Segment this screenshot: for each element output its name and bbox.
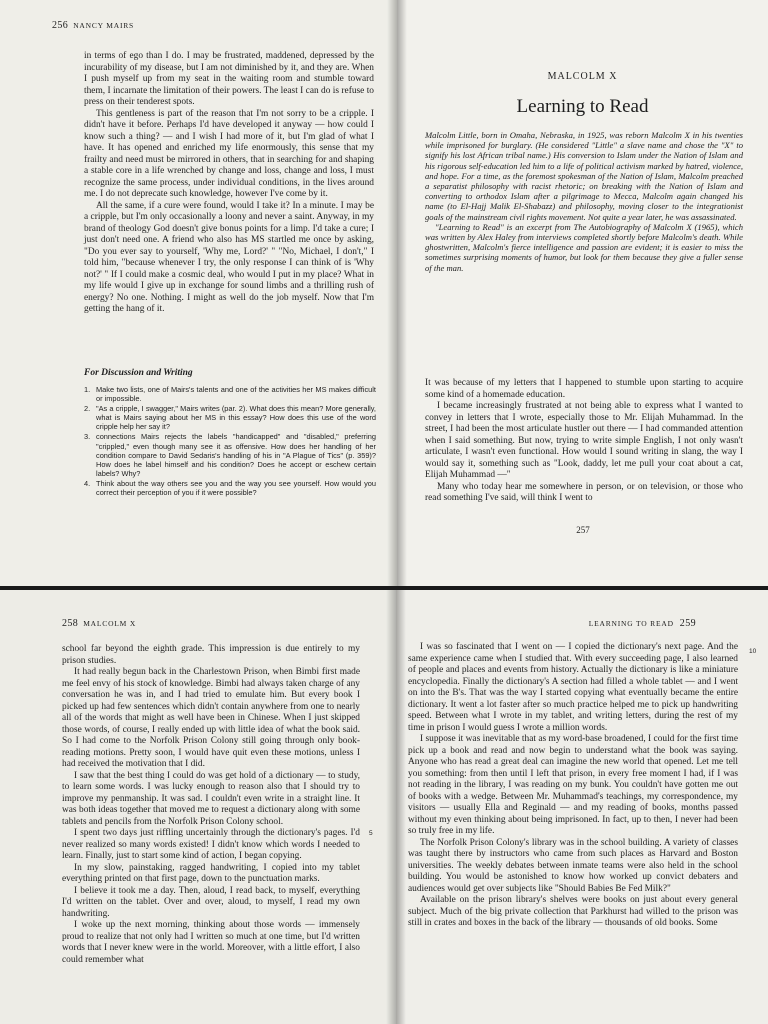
running-head-title: LEARNING TO READ [588,619,674,628]
question-item [84,404,376,431]
page-258 [0,590,396,1024]
essay-body [408,642,738,1024]
page-259 [396,590,768,1024]
paragraph: Many who today hear me somewhere in person, or on television, or those who read something I've said, will think I went to [425,481,743,503]
question-text: "As a cripple, I swagger," Mairs writes (par. 2). What does this mean? More generally, what is Mairs saying about her MS in this essay? How does this use of the word cripple help her say it? [96,404,376,432]
paragraph-margin-number: 10 [749,648,757,655]
headnote-paragraph: Malcolm Little, born in Omaha, Nebraska, in 1925, was reborn Malcolm X in his twenties while imprisoned for burglary. (He considered "Little" a slave name and chose the "X" to signify his lost African tribal name.) His conversion to Islam under the Nation of Islam and his rigorous self-education led him to a life of political activism marked by hatred, violence, and hope. For a time, as the foremost spokesman of the Nation of Islam, Malcolm preached a separatist philosophy with racist rhetoric; on breaking with the Nation of Islam and converting to orthodox Islam after a pilgrimage to Mecca, Malcolm again changed his name (to El-Hajj Malik El-Shabazz) and philosophy, moving closer to the integrationist goals of the mainstream civil rights movement. Not quite a year later, he was assassinated. [425,130,743,222]
question-item [84,385,376,403]
question-item [84,479,376,497]
page-gutter-shadow [386,590,396,1024]
paragraph-margin-number: 5 [369,830,373,837]
question-number: 4. [84,478,91,488]
running-head-author: NANCY MAIRS [73,21,135,30]
page-257 [397,0,768,586]
headnote [425,130,743,273]
question-number: 3. [84,432,91,442]
paragraph: The Norfolk Prison Colony's library was in the school building. A variety of classes was taught there by instructors who came from such places as Harvard and Boston universities. The weekly debates between inmate teams were also held in the school building. You would be astonished to know how worked up convict debaters and audiences would get over subjects like "Should Babies Be Fed Milk?" [408,837,738,894]
paragraph: Available on the prison library's shelves were books on just about every general subject. Much of the big private collection that Parkhurst had willed to the prison was still in crates and boxes in the back of the library — thousands of old books. Some [408,895,738,928]
question-number: 2. [84,404,91,414]
page-number: 259 [679,618,696,629]
essay-body [84,51,374,316]
page-number: 258 [62,618,79,629]
page-256 [0,0,397,586]
running-head [62,618,136,629]
page-number: 256 [52,20,69,31]
paragraph: I became increasingly frustrated at not being able to express what I wanted to convey in letters that I wrote, especially those to Mr. Elijah Muhammad. In the street, I had been the most articulate hustler out there — I had commanded attention when I said something. But now, trying to write simple English, I not only wasn't articulate, I wasn't even functional. How would I sound writing in slang, the way I would say it, something such as "Look, daddy, let me pull your coat about a cat, Elijah Muhammad —" [425,401,743,480]
essay-title: Learning to Read [516,96,649,117]
running-head-author: MALCOLM X [83,619,137,628]
running-head [589,618,696,629]
questions-heading: For Discussion and Writing [84,368,193,378]
paragraph: I was so fascinated that I went on — I copied the dictionary's next page. And the same experience came when I studied that. With every succeeding page, I also learned of people and places and events from history. Actually the dictionary is like a miniature encyclopedia. Finally the dictionary's A section had filled a whole tablet — and I went on into the B's. That was the way I started copying what eventually became the entire dictionary. It went a lot faster after so much practice helped me to pick up handwriting speed. Between what I wrote in my tablet, and writing letters, during the rest of my time in prison I would guess I wrote a million words. [408,642,738,733]
paragraph: I spent two days just riffling uncertainly through the dictionary's pages. I'd never realized so many words existed! I didn't know which words I needed to learn. Finally, just to start some kind of action, I began copying. [62,828,360,861]
paragraph: It had really begun back in the Charlestown Prison, when Bimbi first made me feel envy of his stock of knowledge. Bimbi had always taken charge of any conversation he was in, and I had tried to emulate him. But every book I picked up had few sentences which didn't contain anywhere from one to nearly all of the words that might as well have been in Chinese. When I just skipped those words, of course, I really ended up with little idea of what the book said. So I had come to the Norfolk Prison Colony still going through only book-reading motions. Pretty soon, I would have quit even these motions, unless I had received the motivation that I did. [62,667,360,769]
paragraph: in terms of ego than I do. I may be frustrated, maddened, depressed by the incurability of my disease, but I am not diminished by it, and they are. When I push myself up from my seat in the waiting room and stumble toward them, I incarnate the limitation of their powers. The least I can do is refuse to press on their tenderest spots. [84,51,374,107]
running-head [52,20,134,31]
paragraph: I woke up the next morning, thinking about those words — immensely proud to realize that not only had I written so much at one time, but I'd written words that I never knew were in the world. Moreover, with a little effort, I also could remember what [62,920,360,965]
question-text: connections Mairs rejects the labels "handicapped" and "disabled," preferring "crippled," even though many see it as offensive. How does her handling of her condition compare to David Sedaris's handling of his in "A Plague of Tics" (p. 359)? How does he label himself and his condition? Does he accept or eschew certain labels? Why? [96,432,376,478]
question-text: Make two lists, one of Mairs's talents and one of the activities her MS makes difficult or impossible. [96,385,376,404]
page-number: 257 [576,525,590,535]
essay-author: MALCOLM X [547,71,618,82]
paragraph: I suppose it was inevitable that as my word-base broadened, I could for the first time pick up a book and read and now begin to understand what the book was saying. Anyone who has read a great deal can imagine the new world that opened. Let me tell you something: from then until I left that prison, in every free moment I had, if I was not reading in the library, I was reading on my bunk. You couldn't have gotten me out of books with a wedge. Between Mr. Muhammad's teachings, my correspondence, my visitors — usually Ella and Reginald — and my reading of books, months passed without my even thinking about being imprisoned. In fact, up to then, I never had been so truly free in my life. [408,734,738,836]
question-text: Think about the way others see you and the way you see yourself. How would you correct their perception of you if it were possible? [96,478,376,498]
essay-body [425,378,743,505]
paragraph: I believe it took me a day. Then, aloud, I read back, to myself, everything I'd written on the tablet. Over and over, aloud, to myself, I read my own handwriting. [62,885,360,919]
headnote-paragraph: "Learning to Read" is an excerpt from The Autobiography of Malcolm X (1965), which was written by Alex Haley from interviews completed shortly before Malcolm's death. While ghostwritten, Malcolm's fierce intelligence and passion are evident; it is easier to miss the sometimes surprising moments of humor, but look for them because they give a fuller sense of the man. [425,221,743,273]
page-gutter-shadow [397,0,407,586]
paragraph: school far beyond the eighth grade. This impression is due entirely to my prison studies. [62,644,360,666]
questions-list [84,385,376,498]
question-item [84,432,376,477]
page-gutter-shadow [396,590,406,1024]
essay-body [62,644,360,1024]
paragraph: In my slow, painstaking, ragged handwriting, I copied into my tablet everything printed on that first page, down to the punctuation marks. [62,862,360,884]
paragraph: I saw that the best thing I could do was get hold of a dictionary — to study, to learn some words. I was lucky enough to reason also that I should try to improve my penmanship. It was sad. I couldn't even write in a straight line. It was both ideas together that moved me to request a dictionary along with some tablets and pencils from the Norfolk Prison Colony school. [62,770,360,827]
paragraph: This gentleness is part of the reason that I'm not sorry to be a cripple. I didn't have it before. Perhaps I'd have developed it anyway — how could I know such a thing? — and I wish I had more of it, but I'm glad of what I have. It has opened and enriched my life enormously, this sense that my frailty and need must be mirrored in others, that in searching for and shaping a stable core in a life wrenched by change and loss, change and loss, I must recognize the same process, under individual conditions, in the lives around me. I do not deprecate such knowledge, however I've come by it. [84,108,374,199]
page-gutter-shadow [387,0,397,586]
paragraph: It was because of my letters that I happened to stumble upon starting to acquire some kind of a homemade education. [425,378,743,400]
question-number: 1. [84,385,91,394]
paragraph: All the same, if a cure were found, would I take it? In a minute. I may be a cripple, but I'm only occasionally a loony and never a saint. Anyway, in my brand of theology God doesn't give bonus points for a limp. I'd take a cure; I just don't need one. A friend who also has MS startled me once by asking, "Do you ever say to yourself, 'Why me, Lord?' " "No, Michael, I don't," I told him, "because whenever I try, the only response I can think of is 'Why not?' " If I could make a cosmic deal, who would I put in my place? What in my life would I give up in exchange for sound limbs and a thrilling rush of energy? No one. Nothing. I might as well do the job myself. Now that I'm getting the hang of it. [84,200,374,314]
